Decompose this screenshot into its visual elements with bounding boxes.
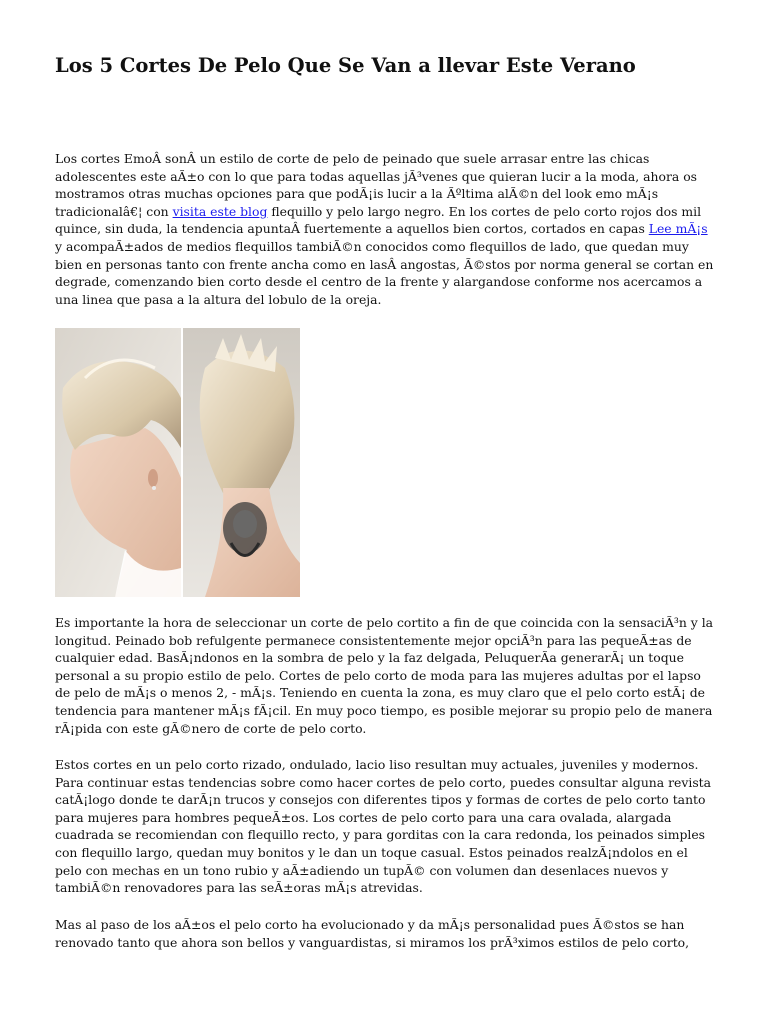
paragraph-intro xyxy=(55,150,715,308)
intro-text-2: flequillo y pelo largo negro. En los cortes de pelo corto rojos dos mil quince, sin duda, la tendencia apuntaÂ fuertemente a aquellos bien cortos, cortados en capas xyxy=(55,203,702,237)
paragraph-4: Mas al paso de los aÃ±os el pelo corto ha evolucionado y da mÃ¡s personalidad pues Ã©stos se han renovado tanto que ahora son bellos y vanguardistas, si miramos los prÃ³ximos estilos de pelo corto, xyxy=(55,917,690,950)
intro-text-3: y acompaÃ±ados de medios flequillos tambiÃ©n conocidos como flequillos de lado, que quedan muy bien en personas tanto con frente ancha como en lasÂ angostas, Ã©stos por norma general se cortan en degrade, comenzando bien corto desde el centro de la frente y alargandose conforme nos acercamos a una linea que pasa a la altura del lobulo de la oreja. xyxy=(55,238,714,307)
read-more-link[interactable]: Lee mÃ¡s xyxy=(648,221,708,237)
paragraph-3: Estos cortes en un pelo corto rizado, ondulado, lacio liso resultan muy actuales, juveniles y modernos. Para continuar estas tendencias sobre como hacer cortes de pelo corto, puedes consultar alguna revista catÃ¡logo donde te darÃ¡n trucos y consejos con diferentes tipos y formas de cortes de pelo corto tanto para mujeres para hombres pequeÃ±os. Los cortes de pelo corto para una cara ovalada, alargada cuadrada se recomiendan con flequillo recto, y para gorditas con la cara redonda, los peinados simples con flequillo largo, quedan muy bonitos y le dan un toque casual. Estos peinados realzÃ¡ndolos en el pelo con mechas en un tono rubio y aÃ±adiendo un tupÃ© con volumen dan desenlaces nuevos y tambiÃ©n renovadores para las seÃ±oras mÃ¡s atrevidas. xyxy=(55,757,712,896)
article-title: Los 5 Cortes De Pelo Que Se Van a llevar Este Verano xyxy=(55,54,636,77)
intro-text-1: Los cortes EmoÂ sonÂ un estilo de corte de pelo de peinado que suele arrasar entre las chicas adolescentes este aÃ±o con lo que para todas aquellas jÃ³venes que quieran lucir a la moda, ahora os mostramos otras muchas opciones para que podÃ¡is lucir a la Ãºltima alÃ©n del look emo mÃ¡s tradicionalâ€¦ con xyxy=(55,151,698,219)
paragraph-2: Es importante la hora de seleccionar un corte de pelo cortito a fin de que coincida con la sensaciÃ³n y la longitud. Peinado bob refulgente permanece consistentemente mejor opciÃ³n para las pequeÃ±as de cualquier edad. BasÃ¡ndonos en la sombra de pelo y la faz delgada, PeluquerÃa generarÃ¡ un toque personal a su propio estilo de pelo. Cortes de pelo corto de moda para las mujeres adultas por el lapso de pelo de mÃ¡s o menos 2, - mÃ¡s. Teniendo en cuenta la zona, es muy claro que el pelo corto estÃ¡ de tendencia para mantener mÃ¡s fÃ¡cil. En muy poco tiempo, es posible mejorar su propio pelo de manera rÃ¡pida con este gÃ©nero de corte de pelo corto. xyxy=(55,615,714,736)
visit-blog-link[interactable]: visita este blog xyxy=(172,203,268,219)
haircut-photo xyxy=(55,328,300,597)
